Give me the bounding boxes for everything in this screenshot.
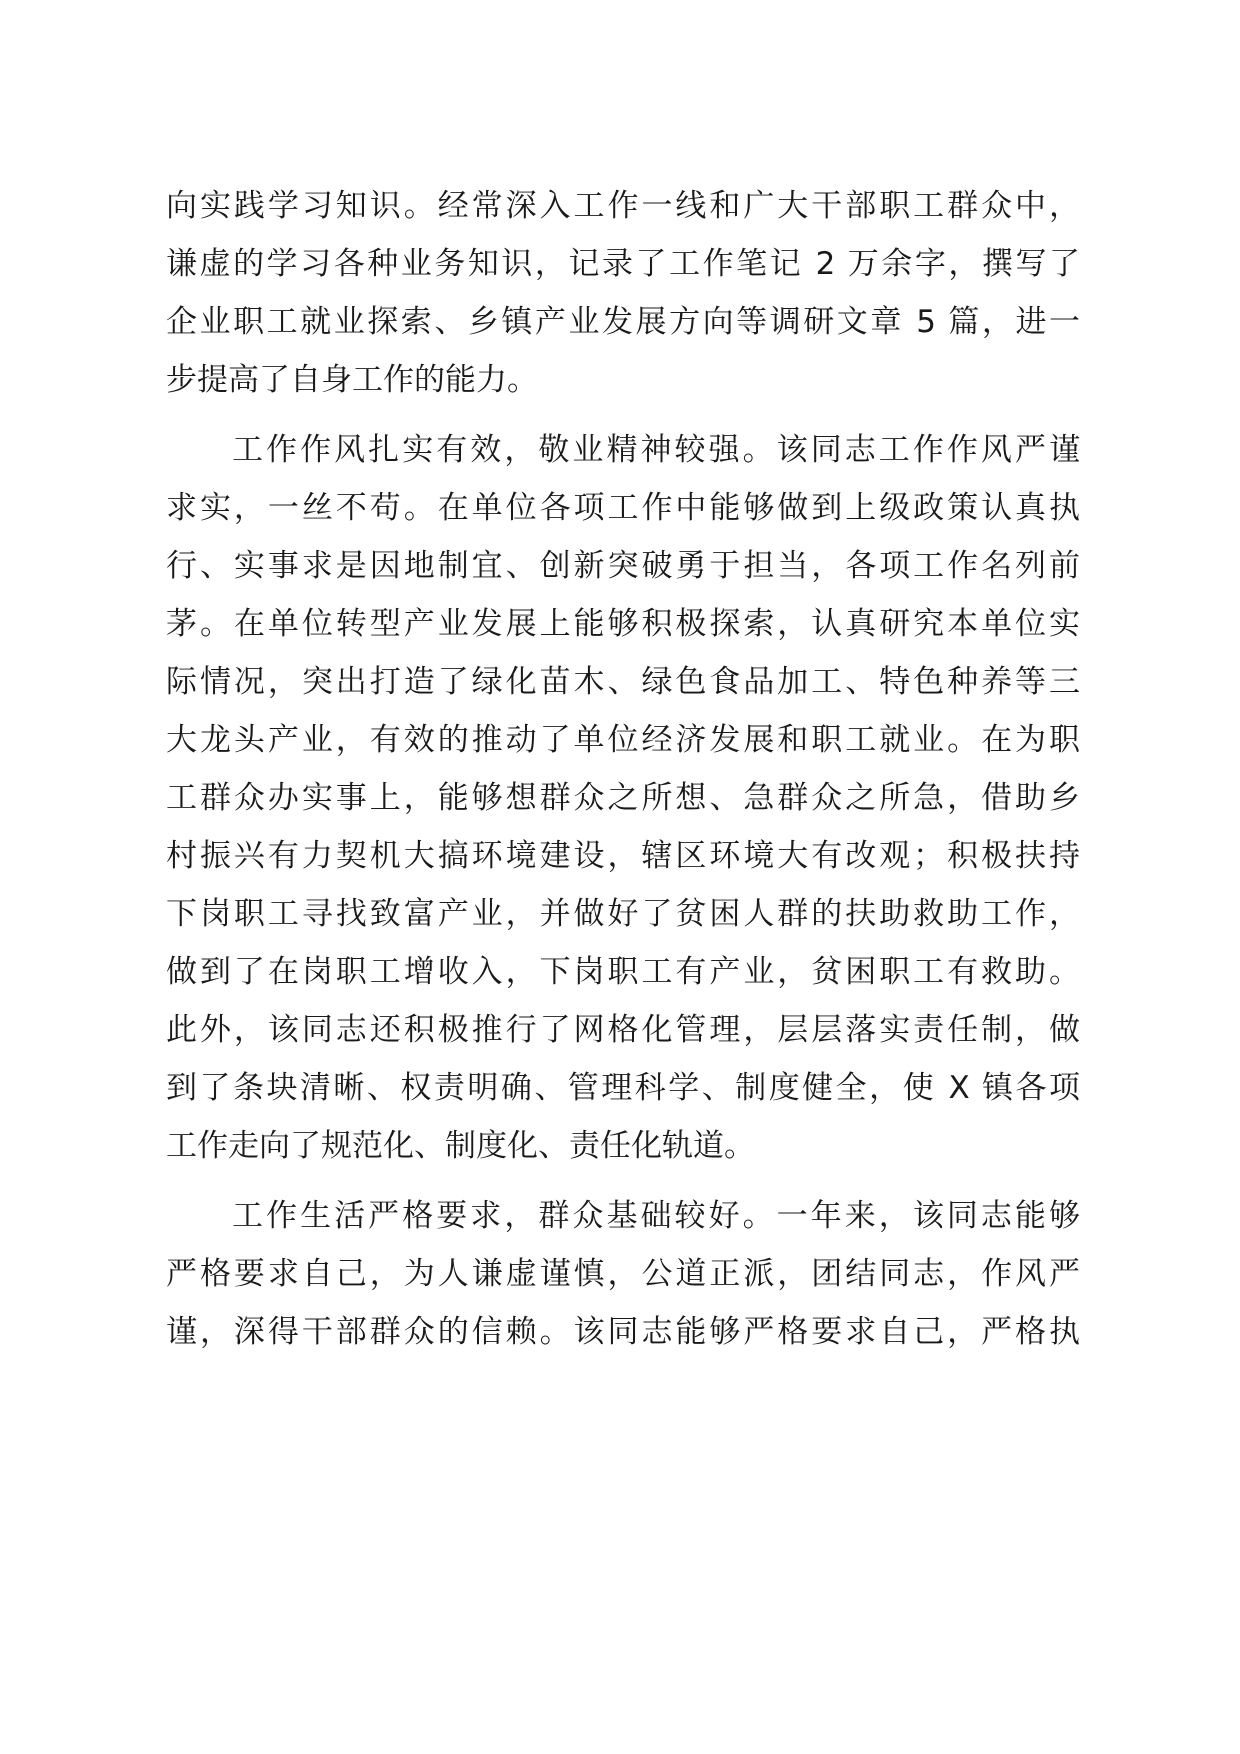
text-line: 到了条块清晰、权责明确、管理科学、制度健全，使 X 镇各项 xyxy=(166,1070,1080,1106)
text-line: 谦虚的学习各种业务知识，记录了工作笔记 2 万余字，撰写了 xyxy=(166,246,1080,282)
text-line: 严格要求自己，为人谦虚谨慎，公道正派，团结同志，作风严 xyxy=(166,1256,1080,1292)
text-line: 工作走向了规范化、制度化、责任化轨道。 xyxy=(166,1128,755,1164)
text-line: 谨，深得干部群众的信赖。该同志能够严格要求自己，严格执 xyxy=(166,1314,1080,1350)
text-line: 际情况，突出打造了绿化苗木、绿色食品加工、特色种养等三 xyxy=(166,664,1080,700)
text-line: 工作生活严格要求，群众基础较好。一年来，该同志能够 xyxy=(232,1198,1080,1234)
text-line: 步提高了自身工作的能力。 xyxy=(166,362,538,398)
text-line: 工群众办实事上，能够想群众之所想、急群众之所急，借助乡 xyxy=(166,780,1080,816)
text-line: 此外，该同志还积极推行了网格化管理，层层落实责任制，做 xyxy=(166,1012,1080,1048)
text-line: 村振兴有力契机大搞环境建设，辖区环境大有改观；积极扶持 xyxy=(166,838,1080,874)
text-line: 向实践学习知识。经常深入工作一线和广大干部职工群众中， xyxy=(166,188,1080,224)
text-line: 茅。在单位转型产业发展上能够积极探索，认真研究本单位实 xyxy=(166,606,1080,642)
text-line: 企业职工就业探索、乡镇产业发展方向等调研文章 5 篇，进一 xyxy=(166,304,1080,340)
text-line: 下岗职工寻找致富产业，并做好了贫困人群的扶助救助工作， xyxy=(166,896,1080,932)
text-line: 工作作风扎实有效，敬业精神较强。该同志工作作风严谨 xyxy=(232,432,1080,468)
text-line: 做到了在岗职工增收入，下岗职工有产业，贫困职工有救助。 xyxy=(166,954,1080,990)
text-line: 求实，一丝不苟。在单位各项工作中能够做到上级政策认真执 xyxy=(166,490,1080,526)
text-line: 行、实事求是因地制宜、创新突破勇于担当，各项工作名列前 xyxy=(166,548,1080,584)
text-line: 大龙头产业，有效的推动了单位经济发展和职工就业。在为职 xyxy=(166,722,1080,758)
